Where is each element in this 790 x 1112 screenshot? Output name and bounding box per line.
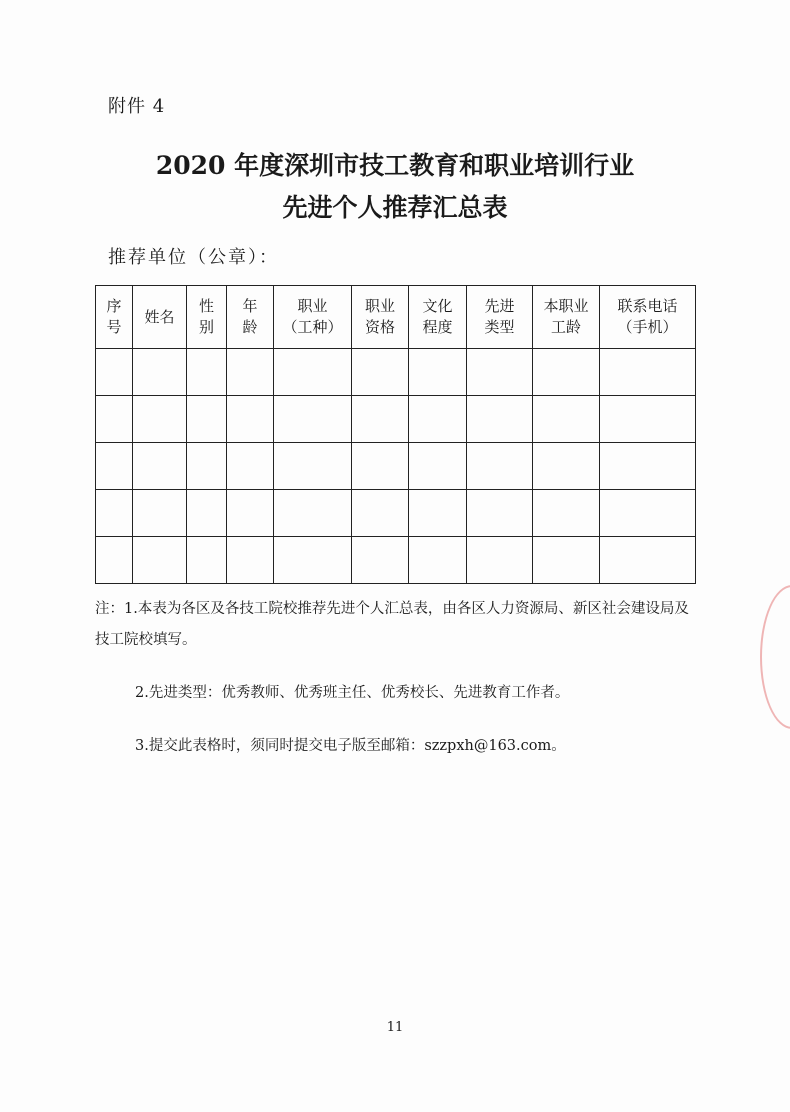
table-cell[interactable] xyxy=(352,396,409,443)
table-cell[interactable] xyxy=(133,396,187,443)
page-number: 11 xyxy=(386,1020,404,1035)
table-cell[interactable] xyxy=(96,537,133,584)
col-header-qualification: 职业 资格 xyxy=(352,286,409,349)
table-cell[interactable] xyxy=(227,349,274,396)
col-header-award-type: 先进 类型 xyxy=(467,286,533,349)
table-row xyxy=(96,490,696,537)
page-title: 2020 年度深圳市技工教育和职业培训行业 xyxy=(155,151,635,180)
table-cell[interactable] xyxy=(533,349,600,396)
table-cell[interactable] xyxy=(533,443,600,490)
table-cell[interactable] xyxy=(467,537,533,584)
summary-table xyxy=(95,285,696,584)
col-header-years: 本职业 工龄 xyxy=(533,286,600,349)
table-cell[interactable] xyxy=(187,490,227,537)
table-cell[interactable] xyxy=(409,490,467,537)
table-cell[interactable] xyxy=(409,349,467,396)
table-cell[interactable] xyxy=(96,349,133,396)
table-cell[interactable] xyxy=(133,490,187,537)
table-cell[interactable] xyxy=(409,537,467,584)
table-row xyxy=(96,443,696,490)
table-cell[interactable] xyxy=(409,396,467,443)
table-cell[interactable] xyxy=(96,396,133,443)
col-header-gender: 性 别 xyxy=(187,286,227,349)
note-3: 3.提交此表格时，须同时提交电子版至邮箱：szzpxh@163.com。 xyxy=(135,738,566,754)
table-cell[interactable] xyxy=(467,443,533,490)
table-cell[interactable] xyxy=(227,443,274,490)
table-cell[interactable] xyxy=(274,349,352,396)
table-cell[interactable] xyxy=(600,490,696,537)
table-cell[interactable] xyxy=(352,349,409,396)
table-cell[interactable] xyxy=(467,490,533,537)
col-header-age: 年 龄 xyxy=(227,286,274,349)
table-row xyxy=(96,537,696,584)
note-2: 2.先进类型：优秀教师、优秀班主任、优秀校长、先进教育工作者。 xyxy=(135,685,570,701)
col-header-occupation: 职业 （工种） xyxy=(274,286,352,349)
table-row xyxy=(96,396,696,443)
table-cell[interactable] xyxy=(467,396,533,443)
col-header-phone: 联系电话 （手机） xyxy=(600,286,696,349)
table-cell[interactable] xyxy=(533,396,600,443)
table-cell[interactable] xyxy=(187,537,227,584)
official-seal-fragment xyxy=(760,585,790,729)
table-cell[interactable] xyxy=(600,537,696,584)
col-header-education: 文化 程度 xyxy=(409,286,467,349)
table-cell[interactable] xyxy=(467,349,533,396)
table-cell[interactable] xyxy=(274,396,352,443)
table-row xyxy=(96,349,696,396)
table-cell[interactable] xyxy=(600,349,696,396)
notes xyxy=(95,594,695,762)
table-cell[interactable] xyxy=(133,349,187,396)
table-header-row xyxy=(96,286,696,349)
table-cell[interactable] xyxy=(96,490,133,537)
table-cell[interactable] xyxy=(533,537,600,584)
table-cell[interactable] xyxy=(352,443,409,490)
table-cell[interactable] xyxy=(187,396,227,443)
table-cell[interactable] xyxy=(133,537,187,584)
note-1: 注：1.本表为各区及各技工院校推荐先进个人汇总表，由各区人力资源局、新区社会建设局及技工院校填写。 xyxy=(95,601,689,648)
attachment-label: 附件 4 xyxy=(108,96,166,117)
table-cell[interactable] xyxy=(96,443,133,490)
page-subtitle: 先进个人推荐汇总表 xyxy=(282,193,508,222)
table-cell[interactable] xyxy=(274,443,352,490)
table-cell[interactable] xyxy=(187,443,227,490)
table-cell[interactable] xyxy=(533,490,600,537)
table-cell[interactable] xyxy=(227,490,274,537)
table-cell[interactable] xyxy=(187,349,227,396)
table-cell[interactable] xyxy=(409,443,467,490)
table-cell[interactable] xyxy=(600,443,696,490)
table-cell[interactable] xyxy=(352,537,409,584)
recommending-unit-label: 推荐单位（公章）： xyxy=(108,247,279,268)
col-header-index: 序 号 xyxy=(96,286,133,349)
table-cell[interactable] xyxy=(133,443,187,490)
table-cell[interactable] xyxy=(352,490,409,537)
col-header-name: 姓名 xyxy=(133,286,187,349)
table-cell[interactable] xyxy=(274,537,352,584)
table-cell[interactable] xyxy=(274,490,352,537)
table-cell[interactable] xyxy=(227,396,274,443)
table-cell[interactable] xyxy=(600,396,696,443)
table-cell[interactable] xyxy=(227,537,274,584)
